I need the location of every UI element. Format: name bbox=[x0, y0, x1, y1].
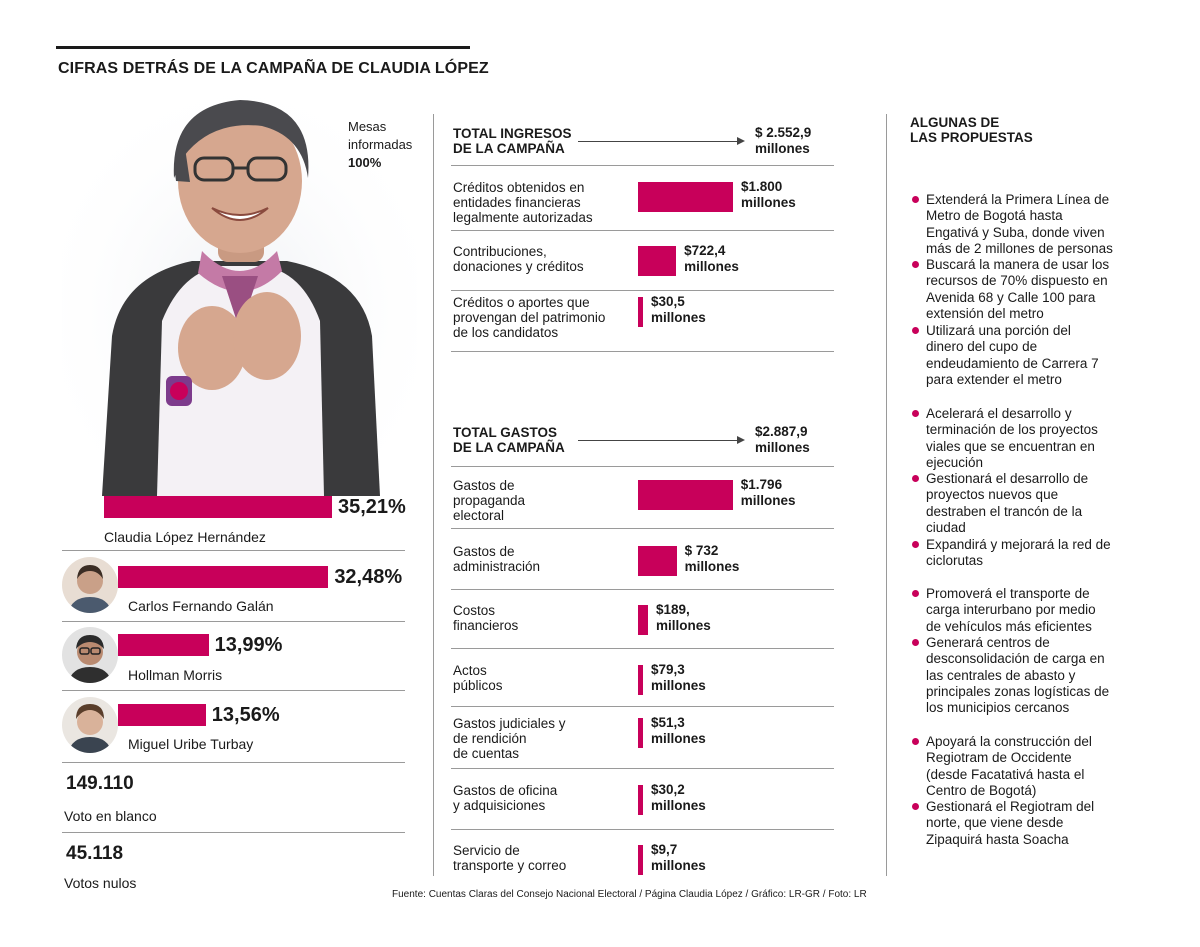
expenses-row-value-unit: millones bbox=[655, 618, 711, 633]
proposal-item bbox=[912, 192, 1151, 257]
expenses-row-label-line: Gastos judiciales y bbox=[453, 716, 566, 731]
blank-votes-value: 149.110 bbox=[66, 773, 134, 794]
expenses-divider bbox=[451, 528, 834, 529]
proposal-line: de vehículos más eficientes bbox=[926, 618, 1092, 634]
bullet-dot-icon bbox=[912, 327, 919, 334]
proposal-line: los municipios cercanos bbox=[926, 700, 1070, 716]
income-row-bar bbox=[638, 297, 643, 327]
proposal-line: ciclorutas bbox=[926, 553, 984, 569]
expenses-row-label-line: Actos bbox=[453, 663, 487, 678]
divider-4 bbox=[62, 762, 405, 763]
arrow-right-icon bbox=[737, 436, 745, 444]
proposal-line: Gestionará el desarrollo de bbox=[926, 471, 1089, 486]
income-heading-line2: DE LA CAMPAÑA bbox=[453, 141, 565, 156]
income-row-value-amount: $30,5 bbox=[651, 294, 685, 309]
expenses-row-label bbox=[453, 544, 540, 574]
income-row-bar bbox=[638, 182, 733, 212]
expenses-row-label-line: Gastos de bbox=[453, 544, 515, 559]
expenses-row-label bbox=[453, 843, 566, 873]
bullet-dot-icon bbox=[912, 475, 919, 482]
expenses-row-value bbox=[656, 602, 711, 634]
divider-3 bbox=[62, 690, 405, 691]
candidate-name-galan: Carlos Fernando Galán bbox=[128, 598, 274, 614]
expenses-row-label-line: propaganda bbox=[453, 493, 526, 508]
column-separator-right bbox=[886, 114, 887, 876]
mesas-label-line2: informadas bbox=[348, 137, 413, 152]
income-divider bbox=[451, 351, 834, 352]
proposal-line: desconsolidación de carga en bbox=[926, 651, 1105, 667]
bullet-dot-icon bbox=[912, 803, 919, 810]
expenses-divider bbox=[451, 648, 834, 649]
income-row-value-unit: millones bbox=[651, 310, 706, 325]
expenses-row-label bbox=[453, 478, 525, 523]
proposal-line: extensión del metro bbox=[926, 305, 1044, 321]
income-row-value-amount: $1.800 bbox=[741, 179, 783, 194]
expenses-row-value-amount: $1.796 bbox=[740, 477, 783, 492]
candidate-pct-uribe: 13,56% bbox=[211, 704, 280, 726]
proposal-line: para extender el metro bbox=[926, 371, 1062, 387]
proposal-line: destraben el trancón de la bbox=[926, 503, 1083, 519]
expenses-row-bar bbox=[638, 546, 677, 576]
expenses-row-value-unit: millones bbox=[740, 493, 796, 508]
proposal-line: Regiotram de Occidente bbox=[926, 750, 1072, 766]
expenses-divider bbox=[451, 829, 834, 830]
expenses-row-label-line: electoral bbox=[453, 508, 505, 523]
proposal-line: Promoverá el transporte de bbox=[926, 586, 1090, 601]
proposal-line: Engativá y Suba, donde viven bbox=[926, 224, 1105, 240]
expenses-row-label-line: transporte y correo bbox=[453, 858, 567, 873]
income-row-value bbox=[741, 179, 796, 211]
proposal-line: ciudad bbox=[926, 519, 966, 535]
proposal-line: dinero del cupo de bbox=[926, 339, 1038, 355]
expenses-row-label-line: y adquisiciones bbox=[453, 798, 546, 813]
proposal-line: recursos de 70% dispuesto en bbox=[926, 273, 1108, 289]
proposal-line: Extenderá la Primera Línea de bbox=[926, 192, 1110, 207]
proposal-item bbox=[912, 323, 1151, 388]
proposal-line: proyectos nuevos que bbox=[926, 487, 1059, 503]
expense-total-unit: millones bbox=[755, 440, 810, 455]
proposal-line: endeudamiento de Carrera 7 bbox=[926, 355, 1099, 371]
income-row-label-line: entidades financieras bbox=[453, 195, 581, 210]
blank-votes-label: Voto en blanco bbox=[64, 808, 157, 824]
proposal-line: terminación de los proyectos bbox=[926, 422, 1098, 438]
proposal-line: las centrales de abasto y bbox=[926, 667, 1076, 683]
proposal-line: Gestionará el Regiotram del bbox=[926, 799, 1095, 814]
proposal-line: Metro de Bogotá hasta bbox=[926, 208, 1063, 224]
expense-total-value: $2.887,9 bbox=[755, 424, 808, 439]
expenses-divider bbox=[451, 768, 834, 769]
divider-5 bbox=[62, 832, 405, 833]
expenses-row-value-amount: $30,2 bbox=[651, 782, 685, 797]
candidate-pct-lopez: 35,21% bbox=[338, 496, 406, 518]
expenses-row-label-line: públicos bbox=[453, 678, 503, 693]
income-arrow-line bbox=[578, 141, 738, 142]
expense-total bbox=[755, 424, 810, 456]
proposal-line: más de 2 millones de personas bbox=[926, 240, 1113, 256]
income-row-label-line: de los candidatos bbox=[453, 325, 559, 340]
proposal-item bbox=[912, 586, 1151, 635]
income-row-label-line: Créditos o aportes que bbox=[453, 295, 590, 310]
expenses-row-label-line: financieros bbox=[453, 618, 519, 633]
candidate-bar-lopez bbox=[104, 496, 332, 518]
proposal-line: norte, que viene desde bbox=[926, 815, 1064, 831]
income-row-label bbox=[453, 244, 584, 274]
expenses-row-label bbox=[453, 716, 566, 761]
expenses-row-label-line: de cuentas bbox=[453, 746, 520, 761]
candidate-bar-morris bbox=[118, 634, 209, 656]
proposals-heading-line1: ALGUNAS DE bbox=[910, 115, 1000, 130]
column-separator-left bbox=[433, 114, 434, 876]
source-note: Fuente: Cuentas Claras del Consejo Nacional Electoral / Página Claudia López / Gráfico: LR-GR / Foto: LR bbox=[392, 889, 867, 900]
expenses-row-value bbox=[651, 782, 706, 814]
candidate-name-morris: Hollman Morris bbox=[128, 667, 223, 683]
expenses-row-value-unit: millones bbox=[651, 678, 706, 693]
expenses-row-value-amount: $189, bbox=[655, 602, 690, 617]
income-divider bbox=[451, 230, 834, 231]
income-heading-line1: TOTAL INGRESOS bbox=[453, 126, 572, 141]
expenses-row-bar bbox=[638, 480, 733, 510]
expenses-row-label-line: Gastos de oficina bbox=[453, 783, 558, 798]
expenses-row-value-amount: $79,3 bbox=[651, 662, 685, 677]
income-row-label-line: Contribuciones, bbox=[453, 244, 547, 259]
mesas-value: 100% bbox=[348, 155, 382, 170]
income-total-value: $ 2.552,9 bbox=[755, 125, 812, 140]
proposal-line: Zipaquirá hasta Soacha bbox=[926, 831, 1069, 847]
candidate-name-lopez: Claudia López Hernández bbox=[104, 529, 266, 545]
candidate-bar-uribe bbox=[118, 704, 206, 726]
bullet-dot-icon bbox=[912, 410, 919, 417]
divider-1 bbox=[62, 550, 405, 551]
bullet-dot-icon bbox=[912, 590, 919, 597]
mesas-informadas bbox=[348, 118, 412, 172]
null-votes-value: 45.118 bbox=[66, 843, 124, 864]
bullet-dot-icon bbox=[912, 738, 919, 745]
expenses-row-bar bbox=[638, 665, 643, 695]
proposal-line: (desde Facatativá hasta el bbox=[926, 766, 1085, 782]
expenses-row-value-unit: millones bbox=[651, 731, 706, 746]
proposal-item bbox=[912, 406, 1151, 471]
bullet-dot-icon bbox=[912, 541, 919, 548]
expense-divider-top bbox=[451, 466, 834, 467]
proposal-line: Buscará la manera de usar los bbox=[926, 257, 1110, 272]
proposal-line: carga interurbano por medio bbox=[926, 602, 1096, 618]
proposal-item bbox=[912, 537, 1151, 570]
proposal-line: viales que se encuentran en bbox=[926, 438, 1095, 454]
expenses-row-bar bbox=[638, 845, 643, 875]
expenses-row-value bbox=[741, 477, 796, 509]
income-divider bbox=[451, 290, 834, 291]
avatar-uribe bbox=[62, 697, 118, 753]
income-row-label-line: Créditos obtenidos en bbox=[453, 180, 585, 195]
arrow-right-icon bbox=[737, 137, 745, 145]
page-title: CIFRAS DETRÁS DE LA CAMPAÑA DE CLAUDIA LÓPEZ bbox=[58, 60, 489, 77]
expenses-row-value bbox=[685, 543, 740, 575]
expense-arrow-line bbox=[578, 440, 738, 441]
bullet-dot-icon bbox=[912, 261, 919, 268]
expense-heading bbox=[453, 425, 565, 455]
expenses-row-label bbox=[453, 783, 557, 813]
proposal-item bbox=[912, 635, 1151, 716]
expenses-row-value-amount: $9,7 bbox=[651, 842, 678, 857]
candidate-name-uribe: Miguel Uribe Turbay bbox=[128, 736, 254, 752]
bullet-dot-icon bbox=[912, 196, 919, 203]
income-row-value bbox=[684, 243, 739, 275]
income-row-value-amount: $722,4 bbox=[684, 243, 726, 258]
proposal-line: Utilizará una porción del bbox=[926, 323, 1071, 338]
expenses-row-value bbox=[651, 715, 706, 747]
proposal-line: principales zonas logísticas de bbox=[926, 683, 1110, 699]
expenses-row-label-line: administración bbox=[453, 559, 541, 574]
expenses-row-value-amount: $51,3 bbox=[651, 715, 685, 730]
expenses-row-value-unit: millones bbox=[651, 798, 706, 813]
income-row-value bbox=[651, 294, 706, 326]
proposal-item bbox=[912, 471, 1151, 536]
avatar-galan bbox=[62, 557, 118, 613]
proposal-item bbox=[912, 799, 1151, 848]
top-rule bbox=[56, 46, 470, 49]
income-row-value-unit: millones bbox=[684, 259, 739, 274]
income-row-value-unit: millones bbox=[741, 195, 796, 210]
income-total-unit: millones bbox=[755, 141, 810, 156]
proposal-item bbox=[912, 257, 1151, 322]
income-divider-top bbox=[451, 165, 834, 166]
income-total bbox=[755, 125, 811, 157]
proposal-line: Avenida 68 y Calle 100 para bbox=[926, 289, 1096, 305]
expenses-row-value bbox=[651, 842, 706, 874]
income-row-label bbox=[453, 295, 605, 340]
expenses-row-bar bbox=[638, 605, 648, 635]
expenses-row-value bbox=[651, 662, 706, 694]
proposal-line: Generará centros de bbox=[926, 635, 1050, 650]
expenses-divider bbox=[451, 589, 834, 590]
expenses-row-bar bbox=[638, 718, 643, 748]
expenses-row-value-amount: $ 732 bbox=[684, 543, 719, 558]
null-votes-label: Votos nulos bbox=[64, 875, 137, 891]
expense-heading-line2: DE LA CAMPAÑA bbox=[453, 440, 565, 455]
income-row-label-line: provengan del patrimonio bbox=[453, 310, 606, 325]
income-row-label-line: legalmente autorizadas bbox=[453, 210, 593, 225]
proposal-line: Apoyará la construcción del bbox=[926, 734, 1092, 749]
income-heading bbox=[453, 126, 572, 156]
income-row-bar bbox=[638, 246, 676, 276]
avatar-morris bbox=[62, 627, 118, 683]
bullet-dot-icon bbox=[912, 639, 919, 646]
expenses-row-value-unit: millones bbox=[684, 559, 740, 574]
proposal-item bbox=[912, 734, 1151, 799]
expenses-row-label-line: Gastos de bbox=[453, 478, 515, 493]
expenses-row-label bbox=[453, 603, 518, 633]
income-row-label-line: donaciones y créditos bbox=[453, 259, 584, 274]
income-row-label bbox=[453, 180, 593, 225]
candidate-bar-galan bbox=[118, 566, 328, 588]
proposal-line: Centro de Bogotá) bbox=[926, 782, 1037, 798]
expenses-row-label-line: de rendición bbox=[453, 731, 527, 746]
proposal-line: Acelerará el desarrollo y bbox=[926, 406, 1072, 421]
expenses-divider bbox=[451, 706, 834, 707]
candidate-pct-galan: 32,48% bbox=[334, 566, 403, 588]
proposal-line: Expandirá y mejorará la red de bbox=[926, 537, 1111, 552]
proposal-line: ejecución bbox=[926, 454, 984, 470]
mesas-label-line1: Mesas bbox=[348, 119, 387, 134]
expenses-row-label-line: Costos bbox=[453, 603, 496, 618]
divider-2 bbox=[62, 621, 405, 622]
expenses-row-label bbox=[453, 663, 503, 693]
expenses-row-label-line: Servicio de bbox=[453, 843, 520, 858]
expense-heading-line1: TOTAL GASTOS bbox=[453, 425, 558, 440]
candidate-pct-morris: 13,99% bbox=[214, 634, 283, 656]
proposals-heading bbox=[910, 115, 1033, 145]
expenses-row-bar bbox=[638, 785, 643, 815]
expenses-row-value-unit: millones bbox=[651, 858, 706, 873]
proposals-heading-line2: LAS PROPUESTAS bbox=[910, 130, 1033, 145]
